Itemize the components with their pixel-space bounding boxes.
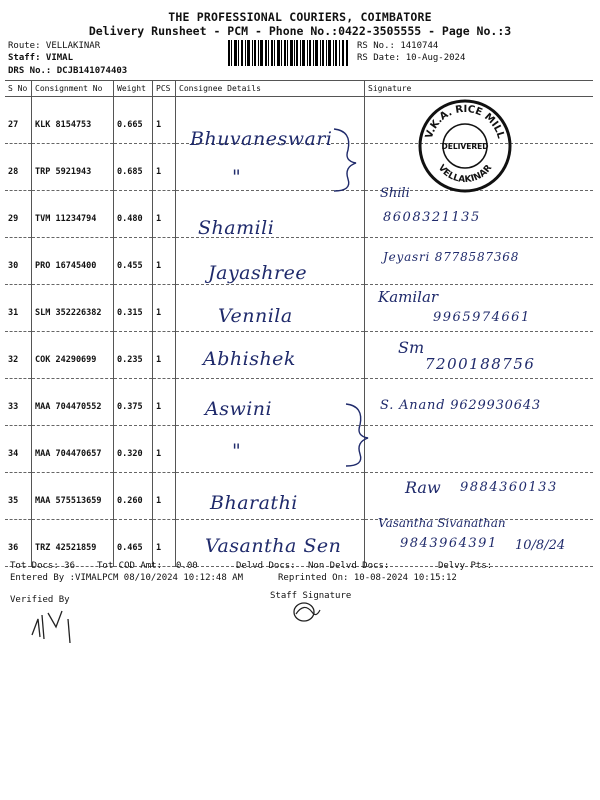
handwritten-ditto-28: " [232,166,242,188]
cell-pcs: 1 [153,144,176,191]
cell-weight: 0.465 [114,520,153,567]
handwritten-ditto-34: " [232,440,242,462]
cell-weight: 0.375 [114,379,153,426]
col-header-pcs: PCS [153,81,176,97]
cell-pcs: 1 [153,285,176,332]
cell-weight: 0.260 [114,473,153,520]
cell-consignment: MAA 704470552 [32,379,114,426]
signature-31-phone: 9965974661 [433,310,531,325]
cell-weight: 0.665 [114,97,153,144]
total-cod-amount: 0.00 [176,561,198,571]
delivered-stamp [417,98,513,194]
signature-36-phone: 9843964391 [400,536,498,551]
cell-consignment: TVM 11234794 [32,191,114,238]
cell-sno: 35 [5,473,32,520]
stamp-top-text: V.K.A. RICE MILL [423,103,507,140]
cell-pcs: 1 [153,379,176,426]
total-docs: Tot Docs: 36 [10,561,76,571]
signature-31-mark: Kamilar [378,288,439,306]
brace-mark-icon [330,125,360,195]
cell-sno: 34 [5,426,32,473]
handwritten-consignee-31: Vennila [218,305,293,327]
handwritten-consignee-29: Shamili [198,217,275,239]
signature-30: Jeyasri 8778587368 [383,250,520,264]
staff-signature-label: Staff Signature [270,591,352,601]
handwritten-consignee-36: Vasantha Sen [205,535,342,557]
cell-consignment: COK 24290699 [32,332,114,379]
signature-35-mark: Raw [405,478,441,497]
svg-text:V.K.A. RICE MILL [424,104,506,141]
col-header-signature: Signature [365,81,594,97]
entered-by: Entered By :VIMALPCM 08/10/2024 10:12:48 AM [10,573,243,583]
cell-consignee [176,426,365,473]
signature-29-name: Shili [380,186,410,201]
runsheet-subtitle: Delivery Runsheet - PCM - Phone No.:0422-3505555 - Page No.:3 [88,24,512,38]
drs-number: DRS No.: DCJB141074403 [8,66,128,76]
cell-sno: 36 [5,520,32,567]
verified-signature [28,605,78,650]
col-header-weight: Weight [114,81,153,97]
staff-label: Staff: VIMAL [8,53,74,63]
cell-signature [365,426,594,473]
cell-weight: 0.320 [114,426,153,473]
cell-consignment: SLM 352226382 [32,285,114,332]
cell-consignment: TRZ 42521859 [32,520,114,567]
cell-consignment: TRP 5921943 [32,144,114,191]
table-row [5,426,593,473]
total-cod-label: Tot COD Amt: [97,561,163,571]
table-row [5,191,593,238]
cell-consignment: MAA 704470657 [32,426,114,473]
company-title: THE PROFESSIONAL COURIERS, COIMBATORE [168,10,432,24]
signature-29-phone: 8608321135 [383,210,481,225]
cell-consignment: MAA 575513659 [32,473,114,520]
signature-35-phone: 9884360133 [460,480,558,495]
cell-pcs: 1 [153,426,176,473]
cell-consignment: PRO 16745400 [32,238,114,285]
signature-32-mark: Sm [398,338,425,357]
cell-sno: 30 [5,238,32,285]
route-label: Route: VELLAKINAR [8,41,101,51]
rs-number: RS No.: 1410744 [357,41,439,51]
handwritten-consignee-33: Aswini [205,398,273,420]
signature-36-date: 10/8/24 [515,538,566,553]
staff-signature-mark [290,598,324,626]
handwritten-consignee-30: Jayashree [208,262,308,284]
cell-sno: 28 [5,144,32,191]
verified-by-label: Verified By [10,595,70,605]
cell-weight: 0.455 [114,238,153,285]
svg-text:VELLAKINAR [436,163,495,185]
table-header-row [5,81,593,97]
non-delivered-docs: Non Delvd Docs: [308,561,390,571]
col-header-sno: S No [5,81,32,97]
cell-sno: 27 [5,97,32,144]
cell-weight: 0.480 [114,191,153,238]
cell-sno: 29 [5,191,32,238]
cell-weight: 0.315 [114,285,153,332]
barcode-image [228,40,348,66]
delivered-docs: Delvd Docs: [236,561,296,571]
cell-pcs: 1 [153,238,176,285]
cell-sno: 31 [5,285,32,332]
delivery-points: Delvy Pts: [438,561,493,571]
reprinted-on: Reprinted On: 10-08-2024 10:15:12 [278,573,457,583]
cell-sno: 32 [5,332,32,379]
stamp-bottom-text: VELLAKINAR [435,163,495,186]
rs-date: RS Date: 10-Aug-2024 [357,53,466,63]
cell-weight: 0.235 [114,332,153,379]
signature-32-phone: 7200188756 [425,355,536,373]
cell-pcs: 1 [153,97,176,144]
cell-pcs: 1 [153,473,176,520]
col-header-consignment: Consignment No [32,81,114,97]
cell-pcs: 1 [153,191,176,238]
handwritten-consignee-32: Abhishek [203,348,296,370]
cell-pcs: 1 [153,520,176,567]
signature-33: S. Anand 9629930643 [380,398,541,413]
col-header-consignee: Consignee Details [176,81,365,97]
cell-consignment: KLK 8154753 [32,97,114,144]
handwritten-consignee-27: Bhuvaneswari [190,128,333,150]
handwritten-consignee-35: Bharathi [210,492,298,514]
cell-pcs: 1 [153,332,176,379]
signature-36-name: Vasantha Sivanathan [378,516,506,530]
cell-sno: 33 [5,379,32,426]
stamp-center-text: DELIVERED [441,142,489,151]
brace-mark-icon [342,400,372,470]
cell-weight: 0.685 [114,144,153,191]
